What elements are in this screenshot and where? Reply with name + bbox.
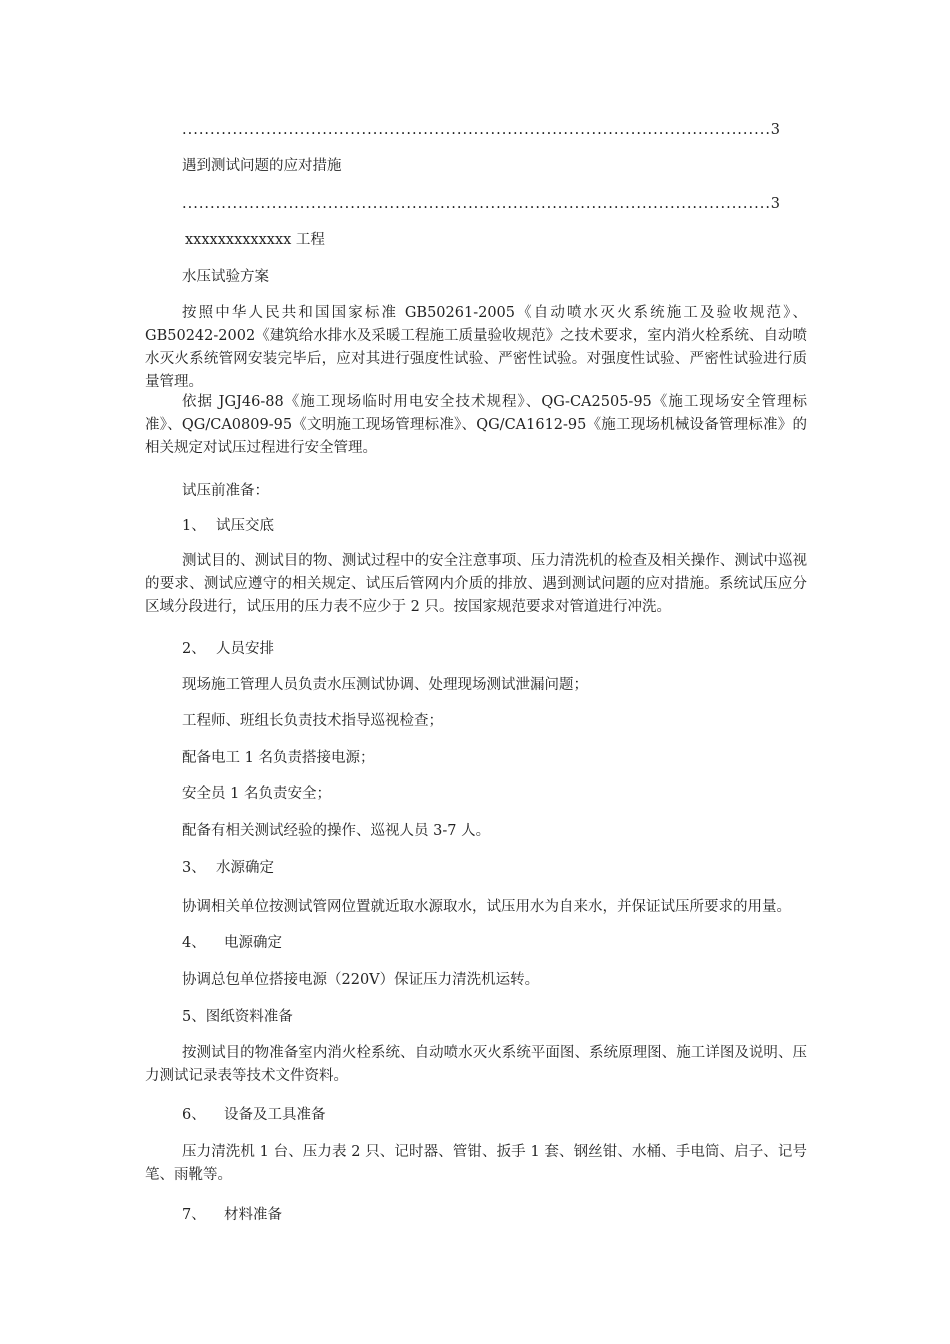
section-2-heading <box>182 638 274 661</box>
section-number: 2、 <box>182 641 206 657</box>
project-title: xxxxxxxxxxxxx 工程 <box>185 232 325 248</box>
document-title: 水压试验方案 <box>182 269 269 285</box>
section-title: 水源确定 <box>216 860 274 876</box>
section-title: 设备及工具准备 <box>224 1107 326 1123</box>
staff-line-3: 配备电工 1 名负责搭接电源； <box>182 750 375 766</box>
toc-entry-title: 遇到测试问题的应对措施 <box>182 158 342 174</box>
section-title: 电源确定 <box>224 935 282 951</box>
section-7-heading <box>182 1204 282 1227</box>
staff-line-1: 现场施工管理人员负责水压测试协调、处理现场测试泄漏问题； <box>182 677 588 693</box>
section-number: 7、 <box>182 1207 206 1223</box>
section-6-body: 压力清洗机 1 台、压力表 2 只、记时器、管钳、扳手 1 套、钢丝钳、水桶、手电筒、启子、记号笔、雨靴等。 <box>145 1144 807 1183</box>
section-6-heading <box>182 1104 326 1127</box>
intro-paragraph-safety: 依据 JGJ46-88《施工现场临时用电安全技术规程》、QG-CA2505-95《施工现场安全管理标准》、QG/CA0809-95《文明施工现场管理标准》、QG/CA1612-95《施工现场机械设备管理标准》的相关规定对试压过程进行安全管理。 <box>145 394 807 456</box>
section-1-body: 测试目的、测试目的物、测试过程中的安全注意事项、压力清洗机的检查及相关操作、测试中巡视的要求、测试应遵守的相关规定、试压后管网内介质的排放、遇到测试问题的应对措施。系统试压应分区域分段进行，试压用的压力表不应少于 2 只。按国家规范要求对管道进行冲洗。 <box>145 553 807 615</box>
section-title: 试压交底 <box>216 518 274 534</box>
section-4-body: 协调总包单位搭接电源（220V）保证压力清洗机运转。 <box>182 972 540 988</box>
section-3-heading <box>182 857 274 880</box>
toc-entry-dots-1 <box>182 120 780 140</box>
toc-page-number: 3 <box>770 196 780 212</box>
section-5-body: 按测试目的物准备室内消火栓系统、自动喷水灭火系统平面图、系统原理图、施工详图及说明、压力测试记录表等技术文件资料。 <box>145 1045 807 1084</box>
section-1-heading <box>182 515 274 538</box>
prep-heading: 试压前准备： <box>182 483 269 499</box>
staff-line-4: 安全员 1 名负责安全； <box>182 786 331 802</box>
toc-page-number: 3 <box>770 122 780 138</box>
section-number: 6、 <box>182 1107 206 1123</box>
toc-entry-dots-2 <box>182 194 780 214</box>
section-number: 1、 <box>182 518 206 534</box>
staff-line-2: 工程师、班组长负责技术指导巡视检查； <box>182 713 443 729</box>
section-4-heading <box>182 932 282 955</box>
staff-line-5: 配备有相关测试经验的操作、巡视人员 3-7 人。 <box>182 823 491 839</box>
section-3-body: 协调相关单位按测试管网位置就近取水源取水，试压用水为自来水，并保证试压所要求的用量。 <box>182 899 791 915</box>
toc-leader-dots <box>182 194 770 214</box>
toc-leader-dots <box>182 120 770 140</box>
section-5-heading: 5、图纸资料准备 <box>182 1009 293 1025</box>
section-title: 材料准备 <box>224 1207 282 1223</box>
section-number: 4、 <box>182 935 206 951</box>
section-number: 3、 <box>182 860 206 876</box>
section-title: 人员安排 <box>216 641 274 657</box>
intro-paragraph-standards: 按照中华人民共和国国家标准 GB50261-2005《自动喷水灭火系统施工及验收规范》、GB50242-2002《建筑给水排水及采暖工程施工质量验收规范》之技术要求，室内消火栓系统、自动喷水灭火系统管网安装完毕后，应对其进行强度性试验、严密性试验。对强度性试验、严密性试验进行质量管理。 <box>145 305 807 390</box>
